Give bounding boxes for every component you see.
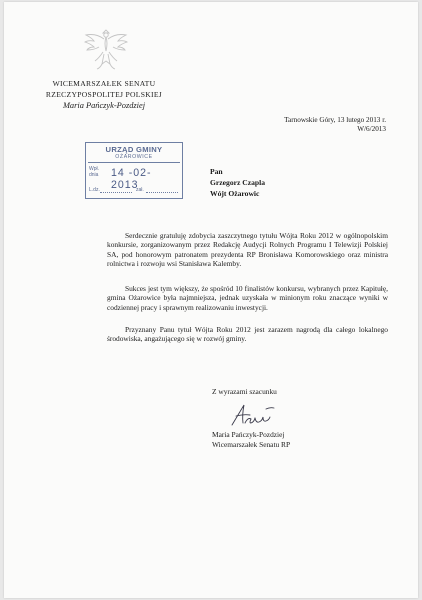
stamp-title: URZĄD GMINY: [105, 145, 163, 154]
stamp-attachments-line: [146, 192, 178, 193]
letterhead-line-2: RZECZYPOSPOLITEJ POLSKIEJ: [45, 90, 163, 99]
eagle-emblem-icon: [80, 24, 132, 74]
signer-title: Wicemarszałek Senatu RP: [212, 440, 291, 449]
recipient-name: Grzegorz Czapla: [210, 178, 266, 187]
handwritten-signature: [228, 401, 278, 429]
stamp-date: 14 -02- 2013: [111, 167, 152, 191]
reference-number: W/6/2013: [357, 125, 386, 133]
letter-page: [4, 2, 418, 598]
stamp-number-line: [100, 192, 132, 193]
body-paragraph-1: Serdecznie gratuluję zdobycia zaszczytnego tytułu Wójta Roku 2012 w ogólnopolskim konkursie, zorganizowanym przez Redakcję Audycji Rolnych Programu I Telewizji Polskiej SA, pod honorowym patronatem prezydenta RP Bronisława Komorowskiego oraz ministra rolnictwa i rozwoju wsi Stanisława Kalemby.: [107, 231, 388, 269]
closing-greeting: Z wyrazami szacunku: [212, 387, 277, 396]
stamp-divider: [88, 162, 180, 163]
stamp-number-label: L.dz.: [89, 187, 100, 193]
body-paragraph-3: Przyznany Panu tytuł Wójta Roku 2012 jest zarazem nagrodą dla całego lokalnego środowiska, angażującego się w rozwój gminy.: [107, 325, 388, 344]
signer-name: Maria Pańczyk-Pozdziej: [212, 430, 285, 439]
place-date: Tarnowskie Góry, 13 lutego 2013 r.: [284, 116, 386, 124]
recipient-salutation: Pan: [210, 167, 223, 176]
recipient-title: Wójt Ożarowic: [210, 189, 260, 198]
stamp-received-label: Wpł. dnia: [89, 166, 99, 178]
body-paragraph-2: Sukces jest tym większy, że spośród 10 finalistów konkursu, wybranych przez Kapitułę, gmina Ożarowice była najmniejsza, jednak uzyskała w minionym roku znaczące wyniki w codziennej pracy i sprawnym realizowaniu inwestycji.: [107, 284, 388, 312]
letterhead-line-1: WICEMARSZAŁEK SENATU: [52, 79, 156, 88]
stamp-attachments-label: zał.: [136, 187, 144, 193]
stamp-subtitle: OŻAROWICE: [115, 154, 153, 160]
letterhead-name: Maria Pańczyk-Pozdziej: [62, 101, 146, 110]
received-stamp: [85, 142, 183, 199]
